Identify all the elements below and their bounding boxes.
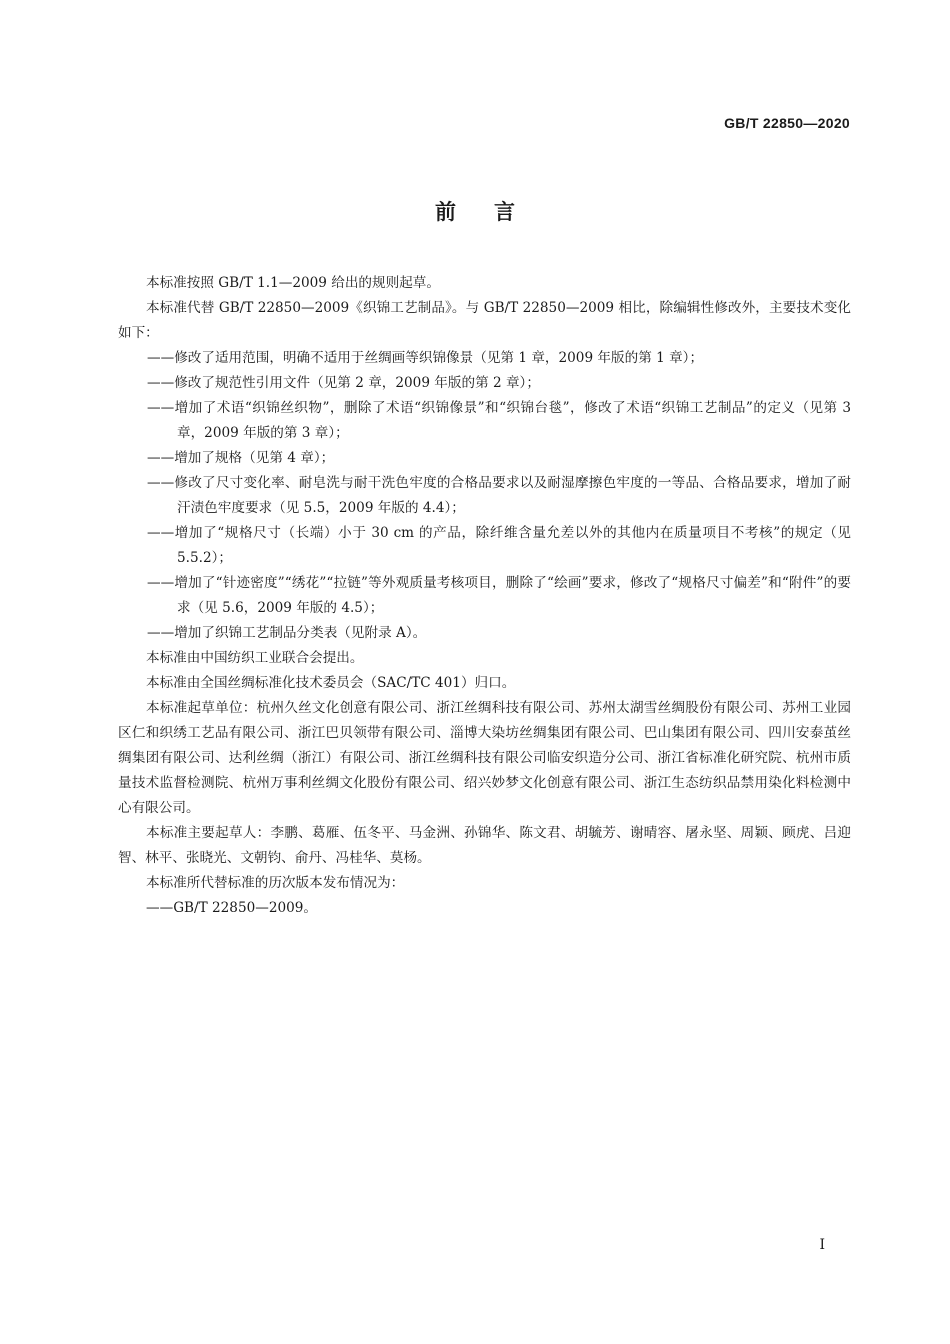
foreword-body xyxy=(118,271,851,921)
history-intro-paragraph: 本标准所代替标准的历次版本发布情况为： xyxy=(146,875,405,891)
change-item: ——修改了尺寸变化率、耐皂洗与耐干洗色牢度的合格品要求以及耐湿摩擦色牢度的一等品、合格品要求，增加了耐汗渍色牢度要求（见 5.5，2009 年版的 4.4）； xyxy=(147,475,851,516)
page-number: I xyxy=(819,1237,825,1253)
proposer-paragraph: 本标准由中国纺织工业联合会提出。 xyxy=(146,650,364,666)
standard-number: GB/T 22850—2020 xyxy=(724,115,850,131)
page-title: 前言 xyxy=(435,200,553,224)
drafting-rules-paragraph: 本标准按照 GB/T 1.1—2009 给出的规则起草。 xyxy=(146,275,440,291)
replacement-paragraph: 本标准代替 GB/T 22850—2009《织锦工艺制品》。与 GB/T 22850—2009 相比，除编辑性修改外，主要技术变化如下： xyxy=(118,300,851,341)
change-item: ——增加了规格（见第 4 章）； xyxy=(147,450,335,466)
change-item: ——增加了术语“织锦丝织物”，删除了术语“织锦像景”和“织锦台毯”，修改了术语“织锦工艺制品”的定义（见第 3 章，2009 年版的第 3 章）； xyxy=(147,400,851,441)
history-item: ——GB/T 22850—2009。 xyxy=(146,900,318,916)
drafters-paragraph: 本标准主要起草人：李鹏、葛雁、伍冬平、马金洲、孙锦华、陈文君、胡毓芳、谢晴容、屠永坚、周颖、顾虎、吕迎智、林平、张晓光、文朝钧、俞丹、冯桂华、莫杨。 xyxy=(118,825,851,866)
change-item: ——增加了织锦工艺制品分类表（见附录 A）。 xyxy=(147,625,427,641)
drafting-units-paragraph: 本标准起草单位：杭州久丝文化创意有限公司、浙江丝绸科技有限公司、苏州太湖雪丝绸股份有限公司、苏州工业园区仁和织绣工艺品有限公司、浙江巴贝领带有限公司、淄博大染坊丝绸集团有限公司、巴山集团有限公司、四川安泰茧丝绸集团有限公司、达利丝绸（浙江）有限公司、浙江丝绸科技有限公司临安织造分公司、浙江省标准化研究院、杭州市质量技术监督检测院、杭州万事利丝绸文化股份有限公司、绍兴妙梦文化创意有限公司、浙江生态纺织品禁用染化料检测中心有限公司。 xyxy=(118,700,851,816)
change-item: ——增加了“规格尺寸（长端）小于 30 cm 的产品，除纤维含量允差以外的其他内在质量项目不考核”的规定（见 5.5.2）； xyxy=(147,525,851,566)
change-item: ——增加了“针迹密度”“绣花”“拉链”等外观质量考核项目，删除了“绘画”要求，修改了“规格尺寸偏差”和“附件”的要求（见 5.6，2009 年版的 4.5）； xyxy=(147,575,851,616)
committee-paragraph: 本标准由全国丝绸标准化技术委员会（SAC/TC 401）归口。 xyxy=(146,675,516,691)
change-item: ——修改了规范性引用文件（见第 2 章，2009 年版的第 2 章）； xyxy=(147,375,540,391)
change-item: ——修改了适用范围，明确不适用于丝绸画等织锦像景（见第 1 章，2009 年版的第 1 章）； xyxy=(147,350,704,366)
